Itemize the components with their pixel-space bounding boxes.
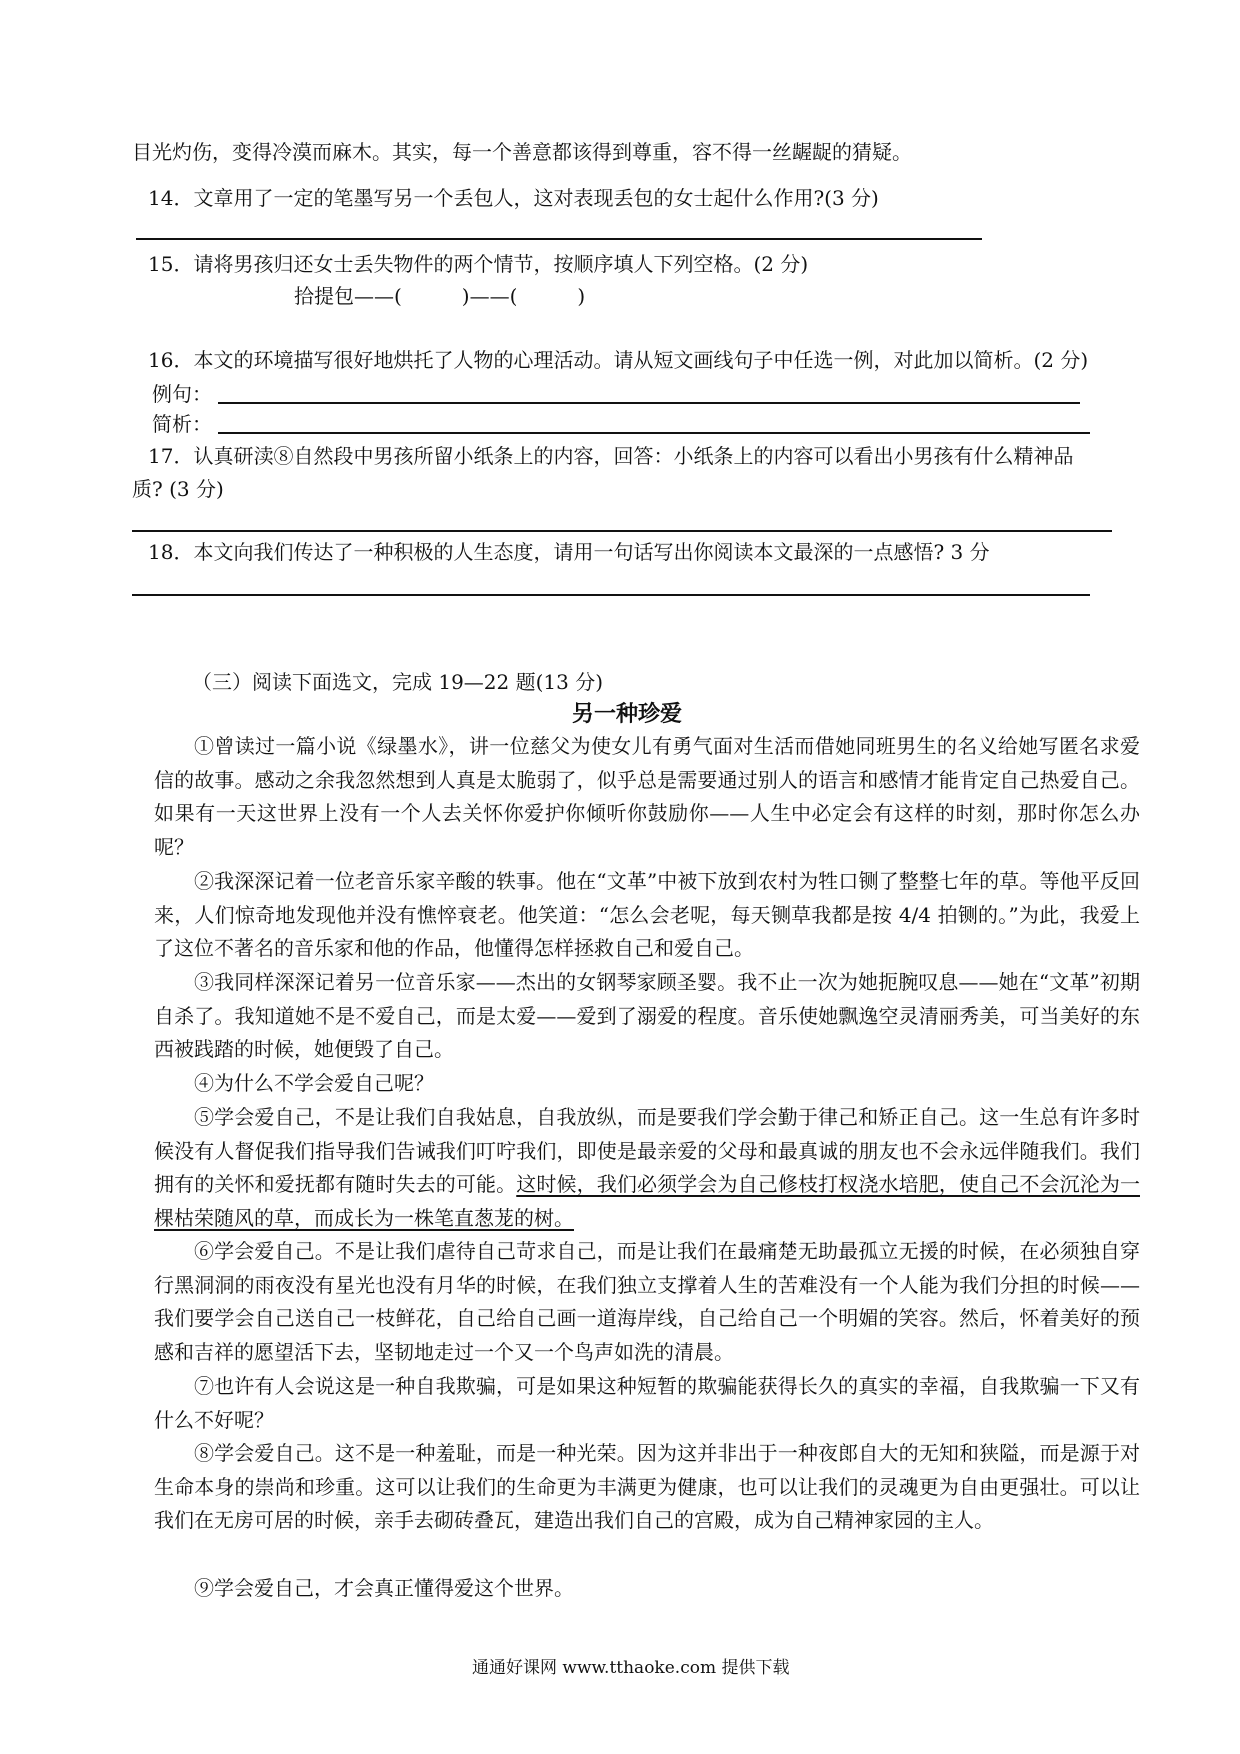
footer-source: 通通好课网 www.tthaoke.com 提供下载 [472, 1658, 790, 1678]
paragraph-2: ②我深深记着一位老音乐家辛酸的轶事。他在“文革”中被下放到农村为牲口铡了整整七年的草。等他平反回来，人们惊奇地发现他并没有憔悴衰老。他笑道：“怎么会老呢，每天铡草我都是按 4/4 拍铡的。”为此，我爱上了这位不著名的音乐家和他的作品，他懂得怎样拯救自己和爱自己。 [154, 869, 1140, 961]
paragraph-5-text: ⑤学会爱自己，不是让我们自我姑息，自我放纵，而是要我们学会勤于律己和矫正自己。这一生总有许多时候没有人督促我们指导我们告诫我们叮咛我们，即使是最亲爱的父母和最真诚的朋友也不会永远伴随我们。我们拥有的关怀和爱抚都有随时失去的可能。 [154, 1105, 1140, 1197]
question-17-line-1: 17．认真研渎⑧自然段中男孩所留小纸条上的内容，回答：小纸条上的内容可以看出小男孩有什么精神品 [148, 444, 1074, 468]
section-heading: （三）阅读下面选文，完成 19—22 题(13 分) [192, 670, 604, 694]
answer-line-16-example [218, 402, 1080, 404]
continued-text-line: 目光灼伤，变得冷漠而麻木。其实，每一个善意都该得到尊重，容不得一丝龌龊的猜疑。 [132, 140, 912, 164]
paragraph-7: ⑦也许有人会说这是一种自我欺骗，可是如果这种短暂的欺骗能获得长久的真实的幸福，自我欺骗一下又有什么不好呢？ [154, 1374, 1140, 1432]
paragraph-5-underlined-sentence: 这时候，我们必须学会为自己修枝打杈浇水培肥，使自己不会沉沦为一棵枯荣随风的草，而成长为一株笔直葱茏的树。 [154, 1172, 1140, 1231]
question-17-line-2: 质? (3 分) [132, 477, 224, 501]
question-16: 16．本文的环境描写很好地烘托了人物的心理活动。请从短文画线句子中任选一例，对此加以简析。(2 分) [148, 348, 1089, 372]
answer-line-18 [132, 594, 1090, 596]
question-18: 18．本文向我们传达了一种积极的人生态度，请用一句话写出你阅读本文最深的一点感悟? 3 分 [148, 540, 990, 564]
answer-line-17 [132, 530, 1112, 532]
paragraph-6: ⑥学会爱自己。不是让我们虐待自己苛求自己，而是让我们在最痛楚无助最孤立无援的时候，在必须独自穿行黑洞洞的雨夜没有星光也没有月华的时候，在我们独立支撑着人生的苦难没有一个人能为我们分担的时候——我们要学会自己送自己一枝鲜花，自己给自己画一道海岸线，自己给自己一个明媚的笑容。然后，怀着美好的预感和吉祥的愿望活下去，坚韧地走过一个又一个鸟声如洗的清晨。 [154, 1239, 1140, 1365]
example-sentence-label: 例句： [152, 382, 212, 406]
answer-line-16-analysis [218, 432, 1090, 434]
analysis-label: 简析： [152, 412, 212, 436]
paragraph-5 [154, 1101, 1140, 1236]
question-14: 14．文章用了一定的笔墨写另一个丢包人，这对表现丢包的女士起什么作用?(3 分) [148, 186, 879, 210]
question-15-fill-blanks: 拾提包——( )——( ) [294, 284, 586, 308]
question-15: 15．请将男孩归还女士丢失物件的两个情节，按顺序填人下列空格。(2 分) [148, 252, 809, 276]
paragraph-3: ③我同样深深记着另一位音乐家——杰出的女钢琴家顾圣婴。我不止一次为她扼腕叹息——她在“文革”初期自杀了。我知道她不是不爱自己，而是太爱——爱到了溺爱的程度。音乐使她飘逸空灵清丽秀美，可当美好的东西被践踏的时候，她便毁了自己。 [154, 970, 1140, 1062]
answer-line-14 [136, 238, 982, 240]
paragraph-8: ⑧学会爱自己。这不是一种羞耻，而是一种光荣。因为这并非出于一种夜郎自大的无知和狭隘，而是源于对生命本身的崇尚和珍重。这可以让我们的生命更为丰满更为健康，也可以让我们的灵魂更为自由更强壮。可以让我们在无房可居的时候，亲手去砌砖叠瓦，建造出我们自己的宫殿，成为自己精神家园的主人。 [154, 1441, 1140, 1533]
paragraph-4: ④为什么不学会爱自己呢？ [194, 1071, 434, 1095]
article-title: 另一种珍爱 [572, 702, 683, 727]
paragraph-1: ①曾读过一篇小说《绿墨水》，讲一位慈父为使女儿有勇气面对生活而借她同班男生的名义给她写匿名求爱信的故事。感动之余我忽然想到人真是太脆弱了，似乎总是需要通过别人的语言和感情才能肯定自己热爱自己。如果有一天这世界上没有一个人去关怀你爱护你倾听你鼓励你——人生中必定会有这样的时刻，那时你怎么办呢？ [154, 734, 1140, 860]
paragraph-9: ⑨学会爱自己，才会真正懂得爱这个世界。 [194, 1576, 574, 1600]
